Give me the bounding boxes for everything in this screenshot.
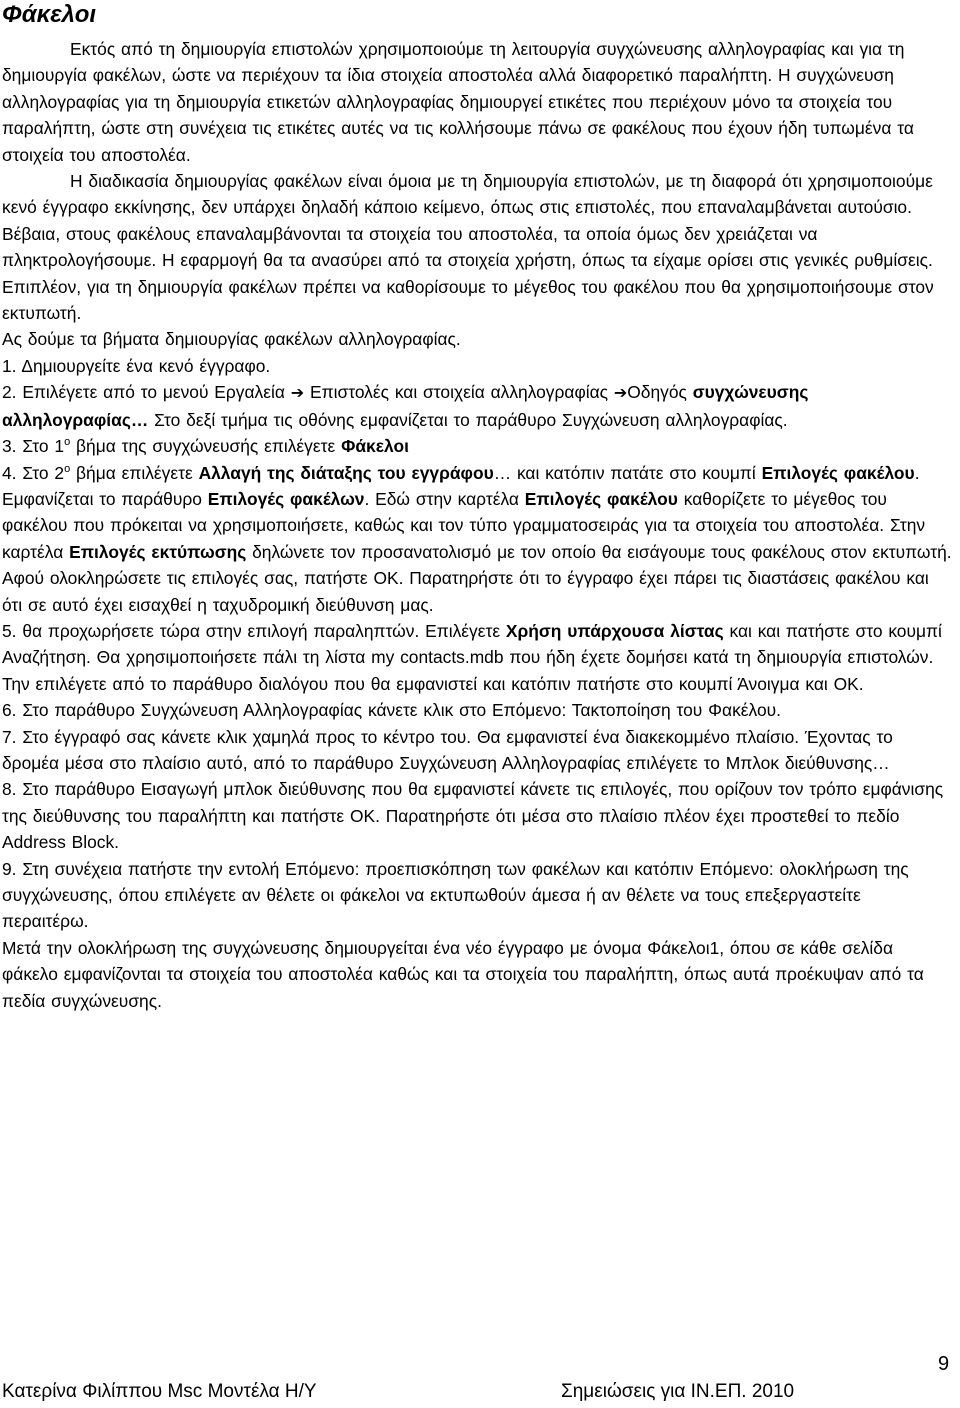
step-2: 2. Επιλέγετε από το μενού Εργαλεία ➔ Επιστολές και στοιχεία αλληλογραφίας ➔Οδηγός συγχώνευσης αλληλογραφίας… Στο δεξί τμήμα τις οθόνης εμφανίζεται το παράθυρο Συγχώνευση αλληλογραφίας. bbox=[2, 382, 809, 430]
page-number: 9 bbox=[938, 1353, 950, 1375]
step-3: 3. Στο $1^o$ βήμα της συγχώνευσής επιλέγετε Φάκελοι bbox=[2, 436, 409, 457]
step-5: 5. θα προχωρήσετε τώρα στην επιλογή παραληπτών. Επιλέγετε Χρήση υπάρχουσα λίστας και και πατήστε στο κουμπί Αναζήτηση. Θα χρησιμοποιήσετε πάλι τη λίστα my contacts.mdb που ήδη έχετε δομήσει κατά τη δημιουργία επιστολών. Την επιλέγετε από το παράθυρο διαλόγου που θα εμφανιστεί και κατόπιν πατήστε στο κουμπί Άνοιγμα και ΟΚ. bbox=[2, 620, 942, 694]
body-text bbox=[2, 36, 952, 1014]
step-7: 7. Στο έγγραφό σας κάνετε κλικ χαμηλά προς το κέντρο του. Θα εμφανιστεί ένα διακεκομμένο πλαίσιο. Έχοντας το δρομέα μέσα στο πλαίσιο αυτό, από το παράθυρο Συγχώνευση Αλληλογραφίας επιλέγετε το Μπλοκ διεύθυνσης… bbox=[2, 726, 893, 773]
footer-course: Σημειώσεις για ΙΝ.ΕΠ. 2010 bbox=[561, 1381, 795, 1402]
paragraph-envelope-size: Επιπλέον, για τη δημιουργία φακέλων πρέπει να καθορίσουμε το μέγεθος του φακέλου που θα χρησιμοποιήσουμε στον εκτυπωτή. bbox=[2, 276, 934, 324]
page-title: Φάκελοι bbox=[2, 1, 97, 28]
paragraph-intro: Εκτός από τη δημιουργία επιστολών χρησιμοποιούμε τη λειτουργία συγχώνευσης αλληλογραφίας και για τη δημιουργία φακέλων, ώστε να περιέχουν τα ίδια στοιχεία αποστολέα αλλά διαφορετικό παραλήπτη. Η συγχώνευση αλληλογραφίας για τη δημιουργία ετικετών αλληλογραφίας δημιουργεί ετικέτες που περιέχουν μόνο τα στοιχεία του παραλήπτη, ώστε στη συνέχεια τις ετικέτες αυτές να τις κολλήσουμε πάνω σε φακέλους που έχουν ήδη τυπωμένα τα στοιχεία του αποστολέα. bbox=[2, 39, 914, 165]
step-8: 8. Στο παράθυρο Εισαγωγή μπλοκ διεύθυνσης που θα εμφανιστεί κάνετε τις επιλογές, που ορίζουν τον τρόπο εμφάνισης της διεύθυνσης του παραλήπτη και πατήστε ΟΚ. Παρατηρήστε ότι μέσα στο πλαίσιο πλέον έχει προστεθεί το πεδίο Address Block. bbox=[2, 779, 944, 853]
step-1: 1. Δημιουργείτε ένα κενό έγγραφο. bbox=[2, 355, 271, 376]
step-4: 4. Στο $2^o$ βήμα επιλέγετε Αλλαγή της διάταξης του εγγράφου… και κατόπιν πατάτε στο κουμπί Επιλογές φακέλου. Εμφανίζεται το παράθυρο Επιλογές φακέλων. Εδώ στην καρτέλα Επιλογές φακέλου καθορίζετε το μέγεθος του φακέλου που πρόκειται να χρησιμοποιήσετε, καθώς και τον τύπο γραμματοσειράς για τα στοιχεία του αποστολέα. Στην καρτέλα Επιλογές εκτύπωσης δηλώνετε τον προσανατολισμό με τον οποίο θα εισάγουμε τους φακέλους στον εκτυπωτή. Αφού ολοκληρώσετε τις επιλογές σας, πατήστε ΟΚ. Παρατηρήστε ότι το έγγραφο έχει πάρει τις διαστάσεις φακέλου και ότι σε αυτό έχει εισαχθεί η ταχυδρομική διεύθυνση μας. bbox=[2, 462, 952, 615]
paragraph-steps-intro: Ας δούμε τα βήματα δημιουργίας φακέλων αλληλογραφίας. bbox=[2, 329, 461, 350]
arrow-right-icon: ➔ bbox=[613, 383, 628, 403]
step-6: 6. Στο παράθυρο Συγχώνευση Αλληλογραφίας κάνετε κλικ στο Επόμενο: Τακτοποίηση του Φακέλου. bbox=[2, 700, 781, 721]
arrow-right-icon: ➔ bbox=[290, 383, 305, 403]
paragraph-conclusion: Μετά την ολοκλήρωση της συγχώνευσης δημιουργείται ένα νέο έγγραφο με όνομα Φάκελοι1, όπου σε κάθε σελίδα φάκελο εμφανίζονται τα στοιχεία του αποστολέα καθώς και τα στοιχεία του παραλήπτη, όπως αυτά προέκυψαν από τα πεδία συγχώνευσης. bbox=[2, 937, 924, 1011]
step-9: 9. Στη συνέχεια πατήστε την εντολή Επόμενο: προεπισκόπηση των φακέλων και κατόπιν Επόμενο: ολοκλήρωση της συγχώνευσης, όπου επιλέγετε αν θέλετε οι φάκελοι να εκτυπωθούν άμεσα ή αν θέλετε να τους επεξεργαστείτε περαιτέρω. bbox=[2, 858, 909, 932]
paragraph-process: Η διαδικασία δημιουργίας φακέλων είναι όμοια με τη δημιουργία επιστολών, με τη διαφορά ότι χρησιμοποιούμε κενό έγγραφο εκκίνησης, δεν υπάρχει δηλαδή κάποιο κείμενο, όπως στις επιστολές, που επαναλαμβάνεται αυτούσιο. Βέβαια, στους φακέλους επαναλαμβάνονται τα στοιχεία του αποστολέα, τα οποία όμως δεν χρειάζεται να πληκτρολογήσουμε. Η εφαρμογή θα τα ανασύρει από τα στοιχεία χρήστη, όπως τα είχαμε ορίσει στις γενικές ρυθμίσεις. bbox=[2, 171, 933, 271]
footer-author: Κατερίνα Φιλίππου Msc Μοντέλα Η/Υ bbox=[2, 1381, 317, 1402]
